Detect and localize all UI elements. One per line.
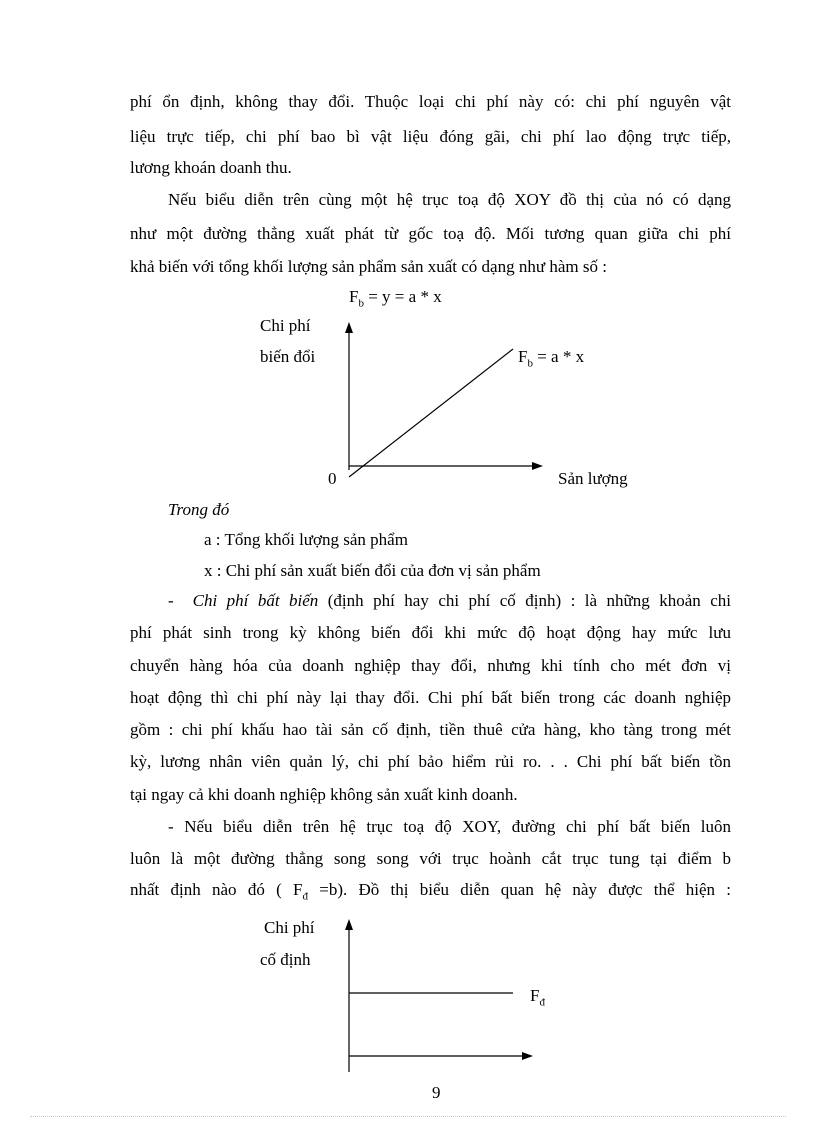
paragraph-3-line-6: kỳ, lương nhân viên quản lý, chi phí bảo hiểm rủi ro. . . Chi phí bất biến tồn <box>130 752 731 771</box>
paragraph-2-line-2: như một đường thẳng xuất phát từ gốc toạ độ. Mối tương quan giữa chi phí <box>130 224 731 243</box>
chart1-ylabel-line1: Chi phí <box>260 316 311 335</box>
chart1-origin: 0 <box>328 469 337 488</box>
paragraph-4-line-1: - Nếu biểu diễn trên hệ trục toạ độ XOY, đường chi phí bất biến luôn <box>168 817 731 836</box>
page-number: 9 <box>432 1083 441 1102</box>
paragraph-1-line-3: lương khoán doanh thu. <box>130 158 292 177</box>
paragraph-1-line-2: liệu trực tiếp, chi phí bao bì vật liệu đóng gãi, chi phí lao động trực tiếp, <box>130 127 731 146</box>
chart1-ylabel-line2: biến đổi <box>260 347 316 366</box>
paragraph-3-line-3: chuyển hàng hóa của doanh nghiệp thay đổi, nhưng khi tính cho mét đơn vị <box>130 656 731 675</box>
legend-heading: Trong đó <box>168 500 230 519</box>
paragraph-4-line-3: nhất định nào đó ( $F_đ =b$). Đồ thị biểu diễn quan hệ này được thể hiện : <box>130 880 732 903</box>
paragraph-3-line-1: - Chi phí bất biến (định phí hay chi phí cố định) : là những khoản chi <box>168 591 732 610</box>
x-axis-arrow-icon <box>522 1052 533 1060</box>
page-bottom-divider <box>30 1116 786 1117</box>
paragraph-3-line-2: phí phát sinh trong kỳ không biến đổi khi mức độ hoạt động hay mức lưu <box>130 623 731 642</box>
paragraph-4-line-2: luôn là một đường thẳng song song với trục hoành cắt trục tung tại điểm b <box>130 849 731 868</box>
chart2-ylabel-line1: Chi phí <box>264 918 315 937</box>
paragraph-3-line-4: hoạt động thì chi phí này lại thay đổi. Chi phí bất biến trong các doanh nghiệp <box>130 688 731 707</box>
paragraph-2-line-1: Nếu biểu diễn trên cùng một hệ trục toạ độ XOY đồ thị của nó có dạng <box>168 190 731 209</box>
paragraph-1-line-1: phí ổn định, không thay đổi. Thuộc loại chi phí này có: chi phí nguyên vật <box>130 92 731 111</box>
formula: $F_b = y = a * x$ <box>349 287 442 310</box>
paragraph-3-line-5: gồm : chi phí khấu hao tài sản cố định, tiền thuê cửa hàng, kho tàng trong mét <box>130 720 731 739</box>
chart2-ylabel-line2: cố định <box>260 950 311 969</box>
y-axis-arrow-icon <box>345 919 353 930</box>
chart2-line-label: $F_đ$ <box>530 986 545 1009</box>
paragraph-3-line-7: tại ngay cả khi doanh nghiệp không sản xuất kinh doanh. <box>130 785 518 804</box>
chart1-xlabel: Sản lượng <box>558 469 628 488</box>
chart1-line-label: $F_b = a * x$ <box>518 347 585 370</box>
legend-item-x: x : Chi phí sản xuất biến đổi của đơn vị sản phẩm <box>204 561 541 580</box>
legend-item-a: a : Tổng khối lượng sản phẩm <box>204 530 408 549</box>
paragraph-2-line-3: khả biến với tổng khối lượng sản phẩm sản xuất có dạng như hàm số : <box>130 257 607 276</box>
